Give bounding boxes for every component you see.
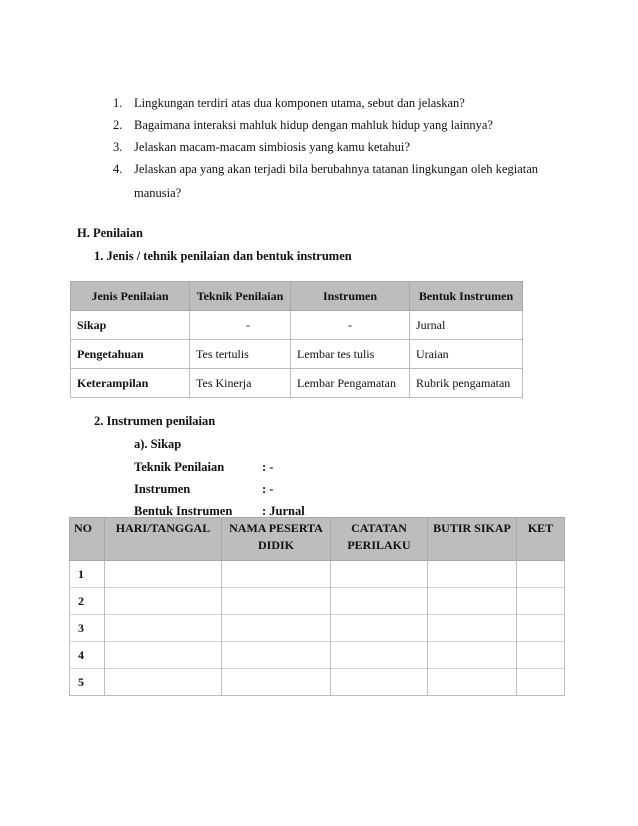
cell: Lembar Pengamatan	[291, 369, 410, 398]
cell: -	[190, 311, 291, 340]
header-butir: BUTIR SIKAP	[428, 518, 517, 561]
table-row	[71, 369, 523, 398]
cell: Pengetahuan	[71, 340, 190, 369]
question-4-text: Jelaskan apa yang akan terjadi bila berubahnya tatanan lingkungan oleh kegiatan	[134, 162, 539, 176]
table-row	[70, 615, 565, 642]
header-jenis: Jenis Penilaian	[71, 282, 190, 311]
row-number: 1	[70, 561, 105, 588]
header-ket: KET	[517, 518, 565, 561]
row-number: 3	[70, 615, 105, 642]
field-label: Instrumen	[134, 482, 191, 496]
cell: Uraian	[410, 340, 523, 369]
header-bentuk: Bentuk Instrumen	[410, 282, 523, 311]
sikap-heading: a). Sikap	[134, 437, 182, 451]
question-2-number: 2.	[113, 118, 123, 132]
assessment-table	[70, 281, 523, 398]
field-value: : Jurnal	[262, 504, 305, 518]
question-1-number: 1.	[113, 96, 123, 110]
header-teknik: Teknik Penilaian	[190, 282, 291, 311]
cell: -	[291, 311, 410, 340]
header-nama: NAMA PESERTA DIDIK	[222, 518, 331, 561]
header-catatan: CATATAN PERILAKU	[331, 518, 428, 561]
journal-table-header	[70, 518, 565, 561]
row-number: 5	[70, 669, 105, 696]
cell: Sikap	[71, 311, 190, 340]
question-4-number: 4.	[113, 162, 123, 176]
header-instrumen: Instrumen	[291, 282, 410, 311]
question-2-text: Bagaimana interaksi mahluk hidup dengan mahluk hidup yang lainnya?	[134, 118, 493, 132]
field-label: Teknik Penilaian	[134, 460, 225, 474]
header-hari: HARI/TANGGAL	[105, 518, 222, 561]
journal-table	[69, 517, 565, 696]
table-row	[70, 561, 565, 588]
cell: Tes Kinerja	[190, 369, 291, 398]
table-row	[71, 311, 523, 340]
subsection-2-title: 2. Instrumen penilaian	[94, 414, 216, 428]
table-row	[70, 588, 565, 615]
subsection-1-title: 1. Jenis / tehnik penilaian dan bentuk instrumen	[94, 249, 352, 263]
question-3-number: 3.	[113, 140, 123, 154]
cell: Tes tertulis	[190, 340, 291, 369]
table-row	[71, 340, 523, 369]
table-row	[70, 642, 565, 669]
section-title: H. Penilaian	[77, 226, 143, 240]
question-3-text: Jelaskan macam-macam simbiosis yang kamu ketahui?	[134, 140, 410, 154]
cell: Keterampilan	[71, 369, 190, 398]
row-number: 2	[70, 588, 105, 615]
cell: Jurnal	[410, 311, 523, 340]
field-value: : -	[262, 482, 274, 496]
question-4-continuation: manusia?	[134, 186, 182, 200]
field-label: Bentuk Instrumen	[134, 504, 233, 518]
field-value: : -	[262, 460, 274, 474]
cell: Lembar tes tulis	[291, 340, 410, 369]
cell: Rubrik pengamatan	[410, 369, 523, 398]
assessment-table-header	[71, 282, 523, 311]
question-1-text: Lingkungan terdiri atas dua komponen utama, sebut dan jelaskan?	[134, 96, 465, 110]
table-row	[70, 669, 565, 696]
row-number: 4	[70, 642, 105, 669]
header-no: NO	[70, 518, 105, 561]
